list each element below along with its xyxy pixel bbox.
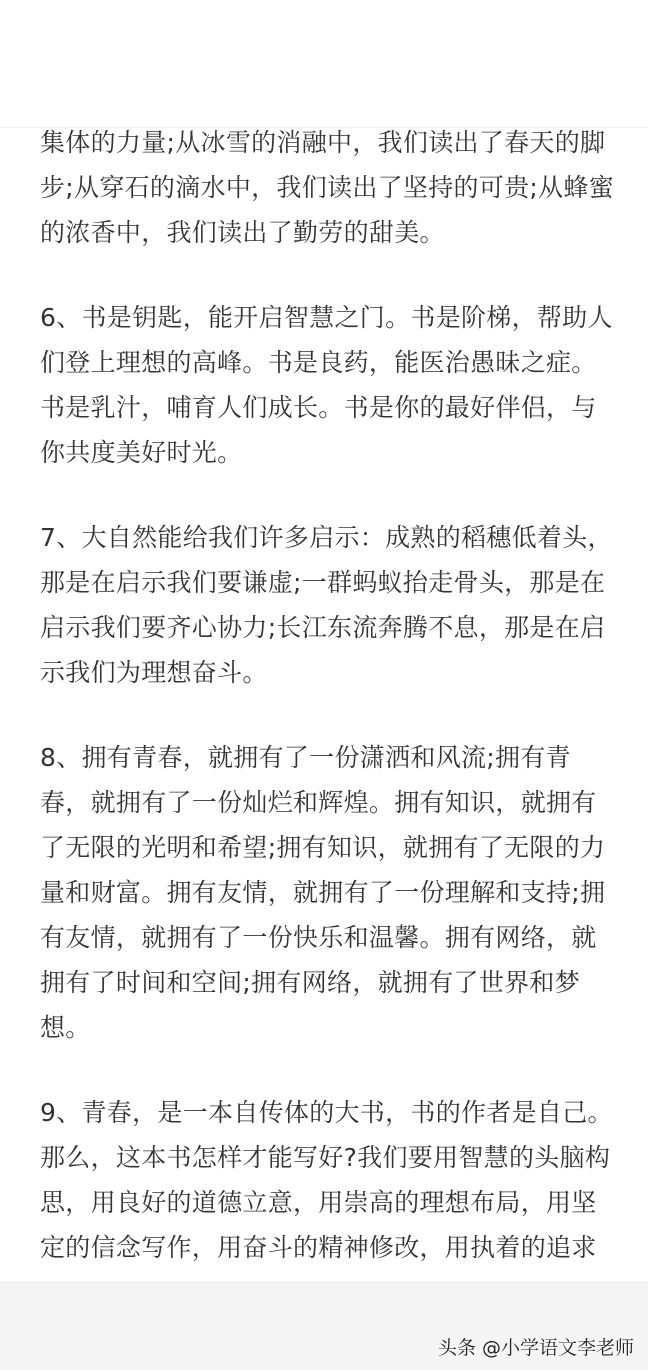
paragraph <box>40 120 620 255</box>
text-line: 8、拥有青春，就拥有了一份潇洒和风流;拥有青 <box>40 743 571 772</box>
text-line: 们登上理想的高峰。书是良药，能医治愚昧之症。 <box>40 348 597 377</box>
text-line: 示我们为理想奋斗。 <box>40 658 268 687</box>
text-line: 那么，这本书怎样才能写好?我们要用智慧的头脑构 <box>40 1143 611 1172</box>
text-line: 量和财富。拥有友情，就拥有了一份理解和支持;拥 <box>40 878 606 907</box>
text-line: 7、大自然能给我们许多启示：成熟的稻穗低着头， <box>40 523 613 552</box>
text-line: 9、青春，是一本自传体的大书，书的作者是自己。 <box>40 1098 613 1127</box>
text-line: 拥有了时间和空间;拥有网络，就拥有了世界和梦 <box>40 968 581 997</box>
paragraph <box>40 515 620 695</box>
text-line: 的浓香中，我们读出了勤劳的甜美。 <box>40 218 445 247</box>
paragraph <box>40 295 620 475</box>
text-line: 了无限的光明和希望;拥有知识，就拥有了无限的力 <box>40 833 606 862</box>
text-line: 集体的力量;从冰雪的消融中，我们读出了春天的脚 <box>40 128 606 157</box>
text-line: 你共度美好时光。 <box>40 438 243 467</box>
text-line: 有友情，就拥有了一份快乐和温馨。拥有网络，就 <box>40 923 597 952</box>
text-line: 定的信念写作，用奋斗的精神修改，用执着的追求 <box>40 1233 597 1262</box>
text-line: 6、书是钥匙，能开启智慧之门。书是阶梯，帮助人 <box>40 303 613 332</box>
paragraph <box>40 735 620 1050</box>
article-body <box>40 120 620 1270</box>
text-line: 那是在启示我们要谦虚;一群蚂蚁抬走骨头，那是在 <box>40 568 606 597</box>
watermark: 头条 @小学语文李老师 <box>437 1337 634 1359</box>
text-line: 春，就拥有了一份灿烂和辉煌。拥有知识，就拥有 <box>40 788 597 817</box>
text-line: 步;从穿石的滴水中，我们读出了坚持的可贵;从蜂蜜 <box>40 173 615 202</box>
paragraph <box>40 1090 620 1270</box>
top-bar <box>0 0 648 128</box>
text-line: 书是乳汁，哺育人们成长。书是你的最好伴侣，与 <box>40 393 597 422</box>
text-line: 启示我们要齐心协力;长江东流奔腾不息，那是在启 <box>40 613 606 642</box>
text-line: 想。 <box>40 1013 91 1042</box>
text-line: 思，用良好的道德立意，用崇高的理想布局，用坚 <box>40 1188 597 1217</box>
